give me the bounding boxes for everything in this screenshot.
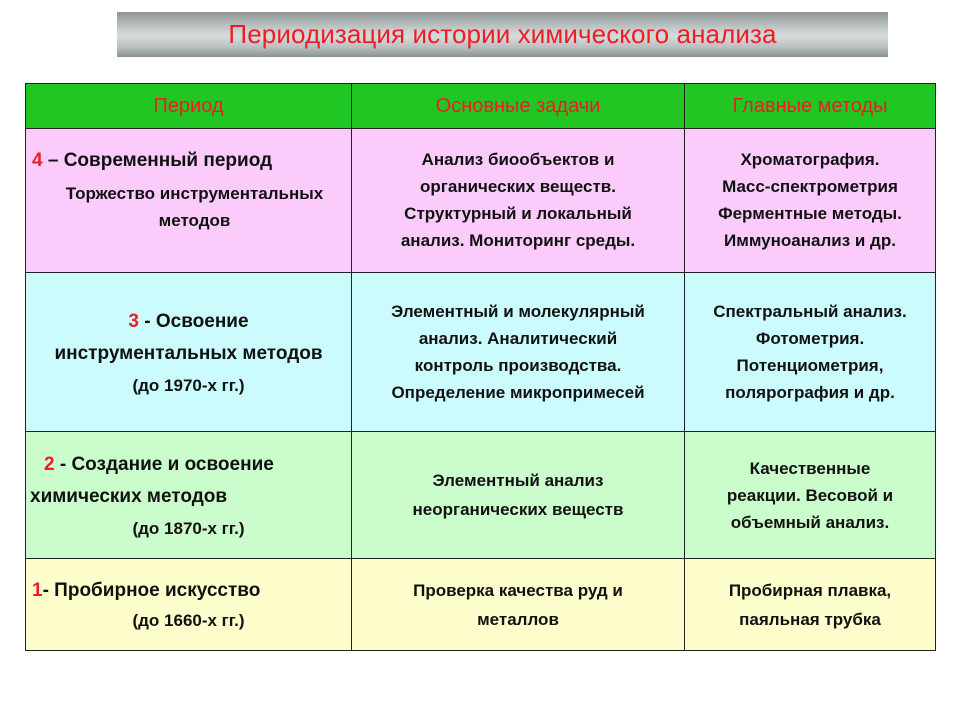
method-line: Пробирная плавка, (728, 580, 892, 600)
table-row-period-2 (26, 432, 936, 559)
period-title (26, 449, 351, 513)
methods-cell (685, 273, 936, 432)
period-cell (26, 559, 352, 651)
table-header-row (26, 84, 936, 129)
tasks-cell (352, 273, 685, 432)
method-line: паяльная трубка (739, 609, 881, 629)
tasks-cell (352, 559, 685, 651)
table-row-period-3 (26, 273, 936, 432)
period-name: - Освоение инструментальных методов (54, 310, 323, 364)
methods-cell (685, 432, 936, 559)
period-date: (до 1870-х гг.) (132, 518, 245, 538)
period-cell (26, 273, 352, 432)
task-line: Элементный анализ (432, 471, 604, 490)
method-line: объемный анализ. (730, 512, 890, 532)
column-header-methods: Главные методы (685, 84, 936, 129)
period-number: 2 (44, 453, 55, 475)
period-number: 3 (128, 310, 139, 332)
task-line: анализ. Мониторинг среды. (400, 231, 636, 250)
methods-cell (685, 129, 936, 273)
period-cell (26, 129, 352, 273)
method-line: полярография и др. (725, 383, 895, 402)
periodization-table (25, 83, 936, 651)
table-row-period-1 (26, 559, 936, 651)
task-line: Элементный и молекулярный (391, 302, 645, 321)
method-line: Ферментные методы. (718, 204, 902, 223)
period-name: - Создание и освоение химических методов (30, 453, 274, 507)
period-title (26, 575, 351, 607)
period-date: (до 1970-х гг.) (132, 375, 245, 395)
period-name: - Пробирное искусство (42, 580, 261, 601)
column-header-tasks: Основные задачи (352, 84, 685, 129)
slide-title: Периодизация истории химического анализа (228, 19, 777, 49)
task-line: неорганических веществ (412, 500, 624, 519)
title-banner (117, 12, 888, 57)
task-line: анализ. Аналитический (418, 329, 618, 348)
period-date: (до 1660-х гг.) (132, 611, 245, 630)
method-line: Хроматография. (740, 150, 880, 169)
period-number: 1 (32, 580, 43, 601)
task-line: Определение микропримесей (391, 383, 645, 402)
period-subtitle: Торжество инструментальных методов (65, 184, 324, 230)
table-row-period-4 (26, 129, 936, 273)
task-line: Проверка качества руд и (413, 580, 623, 600)
method-line: Масс-спектрометрия (722, 177, 898, 196)
tasks-cell (352, 129, 685, 273)
methods-cell (685, 559, 936, 651)
task-line: металлов (477, 609, 559, 629)
method-line: Иммуноанализ и др. (724, 231, 896, 250)
column-header-period: Период (26, 84, 352, 129)
period-cell (26, 432, 352, 559)
method-line: реакции. Весовой и (726, 485, 894, 505)
task-line: Структурный и локальный (404, 204, 632, 223)
period-name: – Современный период (42, 150, 273, 171)
task-line: контроль производства. (414, 356, 622, 375)
period-title (26, 145, 351, 177)
task-line: органических веществ. (420, 177, 616, 196)
method-line: Качественные (749, 458, 871, 478)
task-line: Анализ биообъектов и (421, 150, 615, 169)
period-number: 4 (32, 150, 43, 171)
method-line: Фотометрия. (755, 329, 865, 348)
period-title (26, 306, 351, 370)
method-line: Потенциометрия, (736, 356, 884, 375)
tasks-cell (352, 432, 685, 559)
method-line: Спектральный анализ. (713, 302, 907, 321)
